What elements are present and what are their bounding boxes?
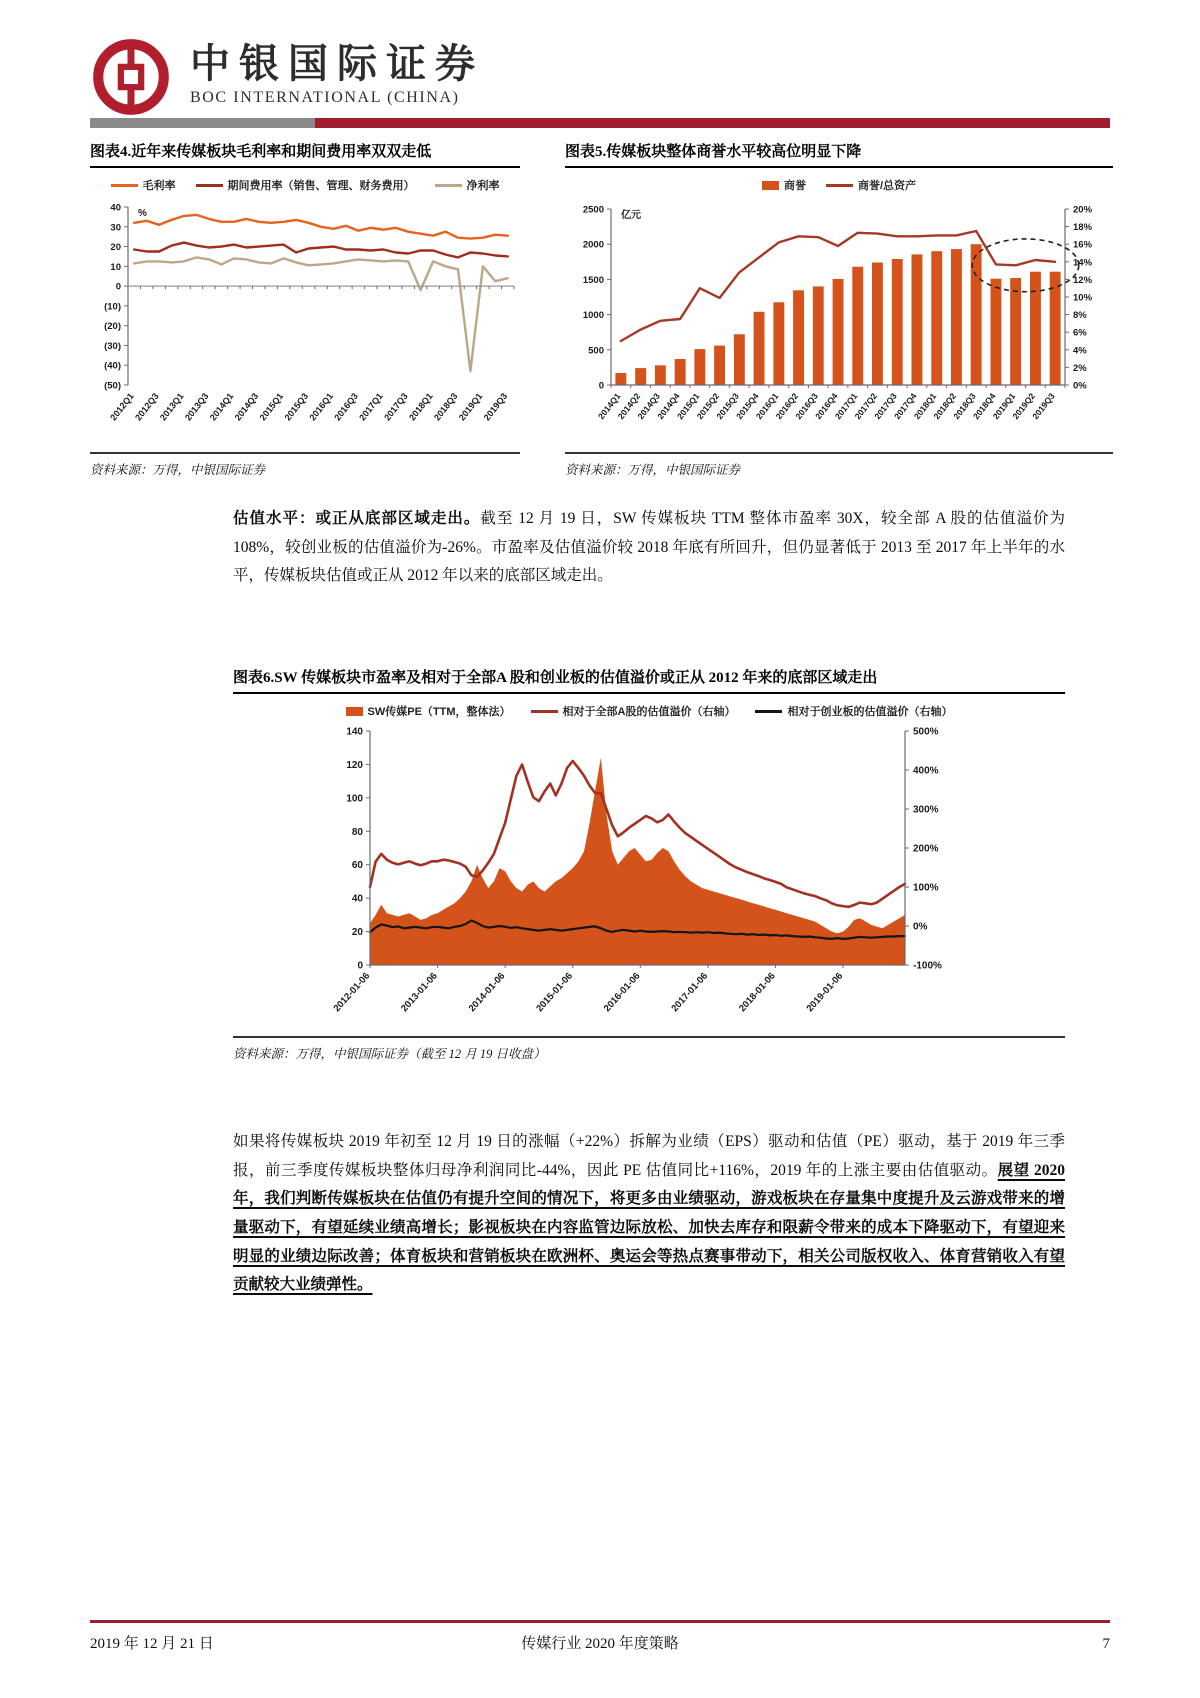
svg-text:2500: 2500 [582,204,604,216]
legend-item [346,703,511,719]
svg-text:2016-01-06: 2016-01-06 [601,970,643,1015]
legend-label: 相对于创业板的估值溢价（右轴） [787,706,953,718]
paragraph-lead: 估值水平：或正从底部区域走出。 [233,510,481,527]
svg-text:2017Q2: 2017Q2 [852,391,880,422]
svg-text:60: 60 [351,860,363,872]
divider-gray-segment [90,118,315,128]
svg-text:2018Q2: 2018Q2 [931,391,959,422]
svg-text:2016Q1: 2016Q1 [307,391,336,423]
svg-text:80: 80 [351,826,363,838]
svg-text:10: 10 [110,261,121,273]
svg-text:2017Q3: 2017Q3 [872,391,899,422]
legend-label: 期间费用率（销售、管理、财务费用） [227,180,415,192]
svg-text:0: 0 [115,281,121,293]
svg-text:0: 0 [598,380,604,392]
figure-5-source: 资料来源：万得，中银国际证券 [565,452,1113,478]
svg-text:%: % [138,208,147,219]
svg-text:2013Q1: 2013Q1 [158,391,186,423]
legend-swatch [111,184,138,187]
outlook-paragraph [233,1128,1065,1300]
footer-report-title: 传媒行业 2020 年度策略 [521,1636,679,1652]
svg-text:1000: 1000 [582,310,604,322]
legend-item [762,177,806,193]
legend-swatch [435,184,462,187]
figure-6-source: 资料来源：万得，中银国际证券（截至 12 月 19 日收盘） [233,1036,1065,1062]
svg-text:20: 20 [351,927,363,939]
svg-text:2015-01-06: 2015-01-06 [534,970,575,1015]
svg-text:200%: 200% [913,843,939,855]
legend-swatch [826,184,853,187]
svg-text:300%: 300% [913,804,939,816]
legend-label: 商誉/总资产 [857,180,917,192]
figure-4-legend [90,177,520,193]
svg-text:(50): (50) [104,380,121,392]
svg-text:2014-01-06: 2014-01-06 [466,970,508,1015]
paragraph-body: 如果将传媒板块 2019 年初至 12 月 19 日的涨幅（+22%）拆解为业绩（EPS）驱动和估值（PE）驱动，基于 2019 年三季报，前三季度传媒板块整体归母净利润同比-44%，因此 PE 估值同比+116%，2019 年的上涨主要由估值驱动。 [233,1133,1065,1179]
svg-text:2015Q3: 2015Q3 [714,391,741,422]
legend-swatch [531,710,558,713]
svg-text:2012Q1: 2012Q1 [108,391,136,423]
figure-5-title: 图表5.传媒板块整体商誉水平较高位明显下降 [565,142,1113,168]
legend-label: 商誉 [783,180,806,192]
svg-text:2015Q3: 2015Q3 [282,391,311,423]
svg-text:(10): (10) [104,301,121,313]
svg-text:-100%: -100% [913,960,942,972]
legend-item [755,703,952,719]
figure-4-title: 图表4.近年来传媒板块毛利率和期间费用率双双走低 [90,142,520,168]
svg-text:2016Q1: 2016Q1 [753,391,781,422]
paragraph-emphasis: 展望 2020 年，我们判断传媒板块在估值仍有提升空间的情况下，将更多由业绩驱动，游戏板块在存量集中度提升及云游戏带来的增量驱动下，有望延续业绩高增长；影视板块在内容监管边际放松、加快去库存和限薪令带来的成本下降驱动下，有望迎来明显的业绩边际改善；体育板块和营销板块在欧洲杯、奥运会等热点赛事带动下，相关公司版权收入、体育营销收入有望贡献较大业绩弹性。 [233,1161,1065,1294]
svg-text:2016Q3: 2016Q3 [332,391,360,423]
boc-logo-icon [92,38,170,116]
svg-text:2015Q1: 2015Q1 [674,391,702,422]
svg-text:0%: 0% [913,921,928,933]
svg-text:8%: 8% [1073,310,1087,322]
svg-text:2018-01-06: 2018-01-06 [737,970,778,1015]
svg-text:6%: 6% [1073,327,1087,339]
brand-name-en: BOC INTERNATIONAL (CHINA) [190,89,460,106]
svg-text:100: 100 [346,793,363,805]
svg-text:2018Q1: 2018Q1 [407,391,435,423]
svg-text:2014Q3: 2014Q3 [635,391,662,422]
svg-text:2015Q4: 2015Q4 [734,391,761,422]
svg-text:100%: 100% [913,882,939,894]
svg-text:2019Q3: 2019Q3 [481,391,510,423]
legend-label: 毛利率 [142,180,176,192]
legend-item [435,177,500,193]
svg-text:2019Q3: 2019Q3 [1030,391,1057,422]
legend-label: SW传媒PE（TTM，整体法） [367,706,511,718]
svg-text:16%: 16% [1073,239,1093,251]
svg-text:18%: 18% [1073,222,1093,234]
svg-text:(30): (30) [104,340,121,352]
svg-text:2017Q4: 2017Q4 [892,391,919,422]
svg-text:140: 140 [346,726,363,738]
figure-4-chart [90,195,520,447]
svg-text:2014Q1: 2014Q1 [207,391,236,423]
legend-item [196,177,415,193]
svg-text:亿元: 亿元 [621,210,641,221]
svg-text:2016Q4: 2016Q4 [813,391,840,422]
legend-swatch [762,181,779,190]
svg-text:2017Q1: 2017Q1 [832,391,860,422]
figure-4 [90,142,520,478]
svg-text:2016Q2: 2016Q2 [773,391,801,422]
svg-text:1500: 1500 [582,274,604,286]
legend-swatch [755,710,782,713]
svg-text:30: 30 [110,222,121,234]
brand-block [190,38,484,107]
svg-text:20: 20 [110,242,121,254]
svg-text:2018Q1: 2018Q1 [911,391,939,422]
figure-4-source: 资料来源：万得，中银国际证券 [90,452,520,478]
svg-text:2000: 2000 [582,239,604,251]
header [92,38,484,116]
paragraph-body: 截至 12 月 19 日，SW 传媒板块 TTM 整体市盈率 30X，较全部 A 股的估值溢价为 108%，较创业板的估值溢价为-26%。市盈率及估值溢价较 2018 年底有所回升，但仍显著低于 2013 至 2017 年上半年的水平，传媒板块估值或正从 2012 年以来的底部区域走出。 [233,510,1065,585]
svg-text:0: 0 [357,960,363,972]
svg-text:2016Q3: 2016Q3 [793,391,820,422]
svg-text:10%: 10% [1073,292,1093,304]
header-divider-bar [90,118,1110,128]
legend-item [826,177,916,193]
figure-6-legend [233,703,1065,719]
svg-text:2018Q4: 2018Q4 [970,391,998,422]
svg-text:2015Q1: 2015Q1 [257,391,286,423]
legend-swatch [196,184,223,187]
svg-text:2014Q4: 2014Q4 [655,391,682,422]
svg-text:2019Q1: 2019Q1 [990,391,1018,422]
legend-swatch [346,707,363,716]
brand-name-cn: 中银国际证券 [190,41,484,86]
svg-text:400%: 400% [913,765,939,777]
svg-text:2018Q3: 2018Q3 [431,391,460,423]
svg-text:2017-01-06: 2017-01-06 [669,970,711,1015]
svg-text:120: 120 [346,759,363,771]
svg-text:2014Q3: 2014Q3 [232,391,261,423]
svg-text:40: 40 [351,893,363,905]
svg-text:2014Q2: 2014Q2 [615,391,643,422]
svg-text:4%: 4% [1073,345,1087,357]
footer-page-number: 7 [1102,1636,1110,1652]
svg-text:2019-01-06: 2019-01-06 [804,970,846,1015]
figure-5-legend [565,177,1113,193]
figure-6-title: 图表6.SW 传媒板块市盈率及相对于全部A 股和创业板的估值溢价或正从 2012 年来的底部区域走出 [233,668,1065,694]
divider-red-segment [315,118,1110,128]
svg-text:20%: 20% [1073,204,1093,216]
svg-text:2013-01-06: 2013-01-06 [399,970,440,1015]
svg-text:2013Q3: 2013Q3 [182,391,211,423]
figure-5 [565,142,1113,478]
footer [90,1632,1110,1653]
svg-text:(20): (20) [104,321,121,333]
svg-text:500: 500 [588,345,604,357]
svg-text:(40): (40) [104,360,121,372]
svg-text:2012Q3: 2012Q3 [133,391,161,423]
svg-text:2014Q1: 2014Q1 [595,391,623,422]
svg-text:2017Q1: 2017Q1 [357,391,385,423]
legend-item [531,703,736,719]
footer-date: 2019 年 12 月 21 日 [90,1636,214,1652]
svg-text:2019Q2: 2019Q2 [1010,391,1037,422]
svg-text:2017Q3: 2017Q3 [382,391,410,423]
svg-text:40: 40 [110,202,121,214]
svg-text:2012-01-06: 2012-01-06 [331,970,373,1015]
svg-text:2018Q3: 2018Q3 [951,391,978,422]
svg-text:14%: 14% [1073,257,1093,269]
svg-text:2%: 2% [1073,362,1087,374]
svg-text:2019Q1: 2019Q1 [456,391,485,423]
figure-5-chart [565,195,1113,447]
figure-6-chart [233,721,1065,1031]
valuation-paragraph [233,505,1065,591]
legend-label: 净利率 [466,180,500,192]
legend-item [111,177,176,193]
svg-text:12%: 12% [1073,274,1093,286]
footer-divider [90,1620,1110,1623]
figure-6 [233,668,1065,1062]
legend-label: 相对于全部A股的估值溢价（右轴） [562,706,736,718]
svg-text:500%: 500% [913,726,939,738]
svg-text:0%: 0% [1073,380,1087,392]
svg-text:2015Q2: 2015Q2 [694,391,722,422]
